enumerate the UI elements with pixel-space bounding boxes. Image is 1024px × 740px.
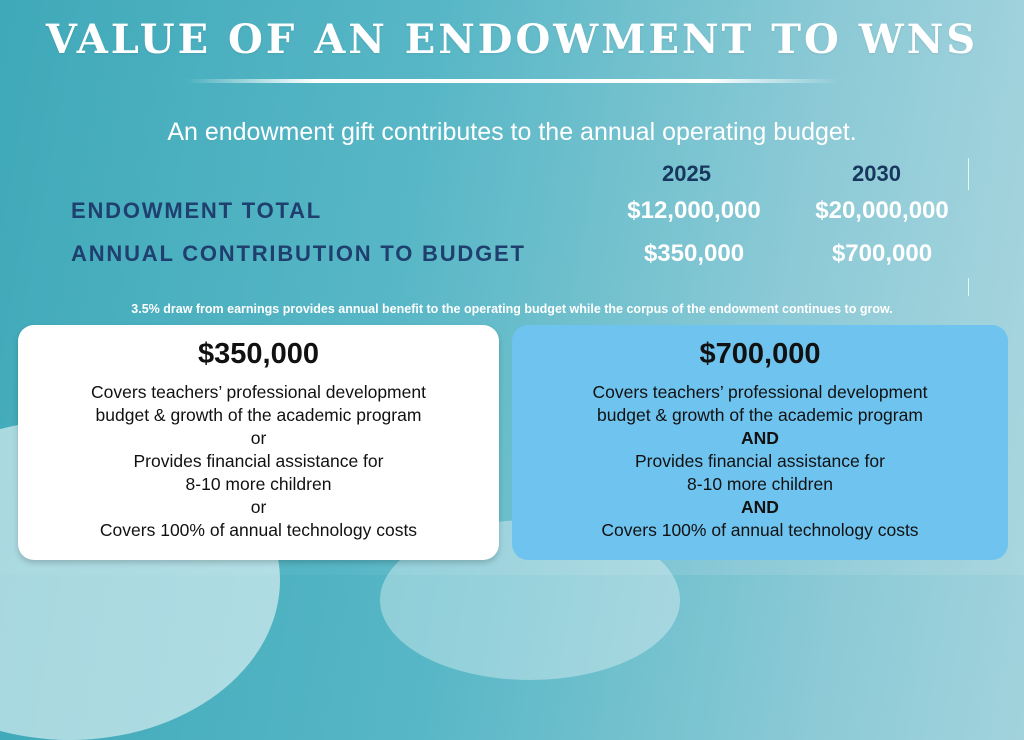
year-header-2025: 2025	[662, 161, 711, 186]
draw-note: 3.5% draw from earnings provides annual benefit to the operating budget while the corpus of the endowment continues to grow.	[131, 302, 893, 316]
card-connector: AND	[741, 497, 779, 517]
card-line: 8-10 more children	[687, 474, 833, 494]
card-line: budget & growth of the academic program	[95, 405, 422, 425]
row-label-endowment-total: ENDOWMENT TOTAL	[71, 198, 323, 223]
page-title: VALUE OF AN ENDOWMENT TO WNS	[45, 16, 979, 63]
card-connector: or	[250, 497, 267, 517]
card-connector: or	[250, 428, 267, 448]
row-label-annual-contribution: ANNUAL CONTRIBUTION TO BUDGET	[71, 241, 526, 266]
card-350k	[18, 325, 499, 560]
card-amount: $700,000	[699, 338, 821, 370]
card-line: budget & growth of the academic program	[597, 405, 923, 425]
title-divider	[185, 79, 840, 83]
annual-contribution-2025: $350,000	[643, 240, 745, 267]
endowment-total-2025: $12,000,000	[627, 197, 761, 224]
card-line: Provides financial assistance for	[635, 451, 885, 471]
card-line: Covers teachers’ professional development	[91, 382, 426, 402]
card-line: Covers teachers’ professional development	[592, 382, 928, 402]
card-line: Provides financial assistance for	[133, 451, 384, 471]
card-700k	[512, 325, 1008, 560]
table-divider-bottom	[968, 278, 969, 296]
card-connector: AND	[741, 428, 779, 448]
card-line: Covers 100% of annual technology costs	[99, 520, 418, 540]
table-divider	[968, 158, 969, 190]
annual-contribution-2030: $700,000	[831, 240, 933, 267]
card-line: 8-10 more children	[185, 474, 332, 494]
page-subtitle: An endowment gift contributes to the annual operating budget.	[167, 118, 857, 146]
year-header-2030: 2030	[852, 161, 901, 186]
endowment-total-2030: $20,000,000	[815, 197, 949, 224]
card-line: Covers 100% of annual technology costs	[601, 520, 919, 540]
card-amount: $350,000	[198, 338, 319, 370]
